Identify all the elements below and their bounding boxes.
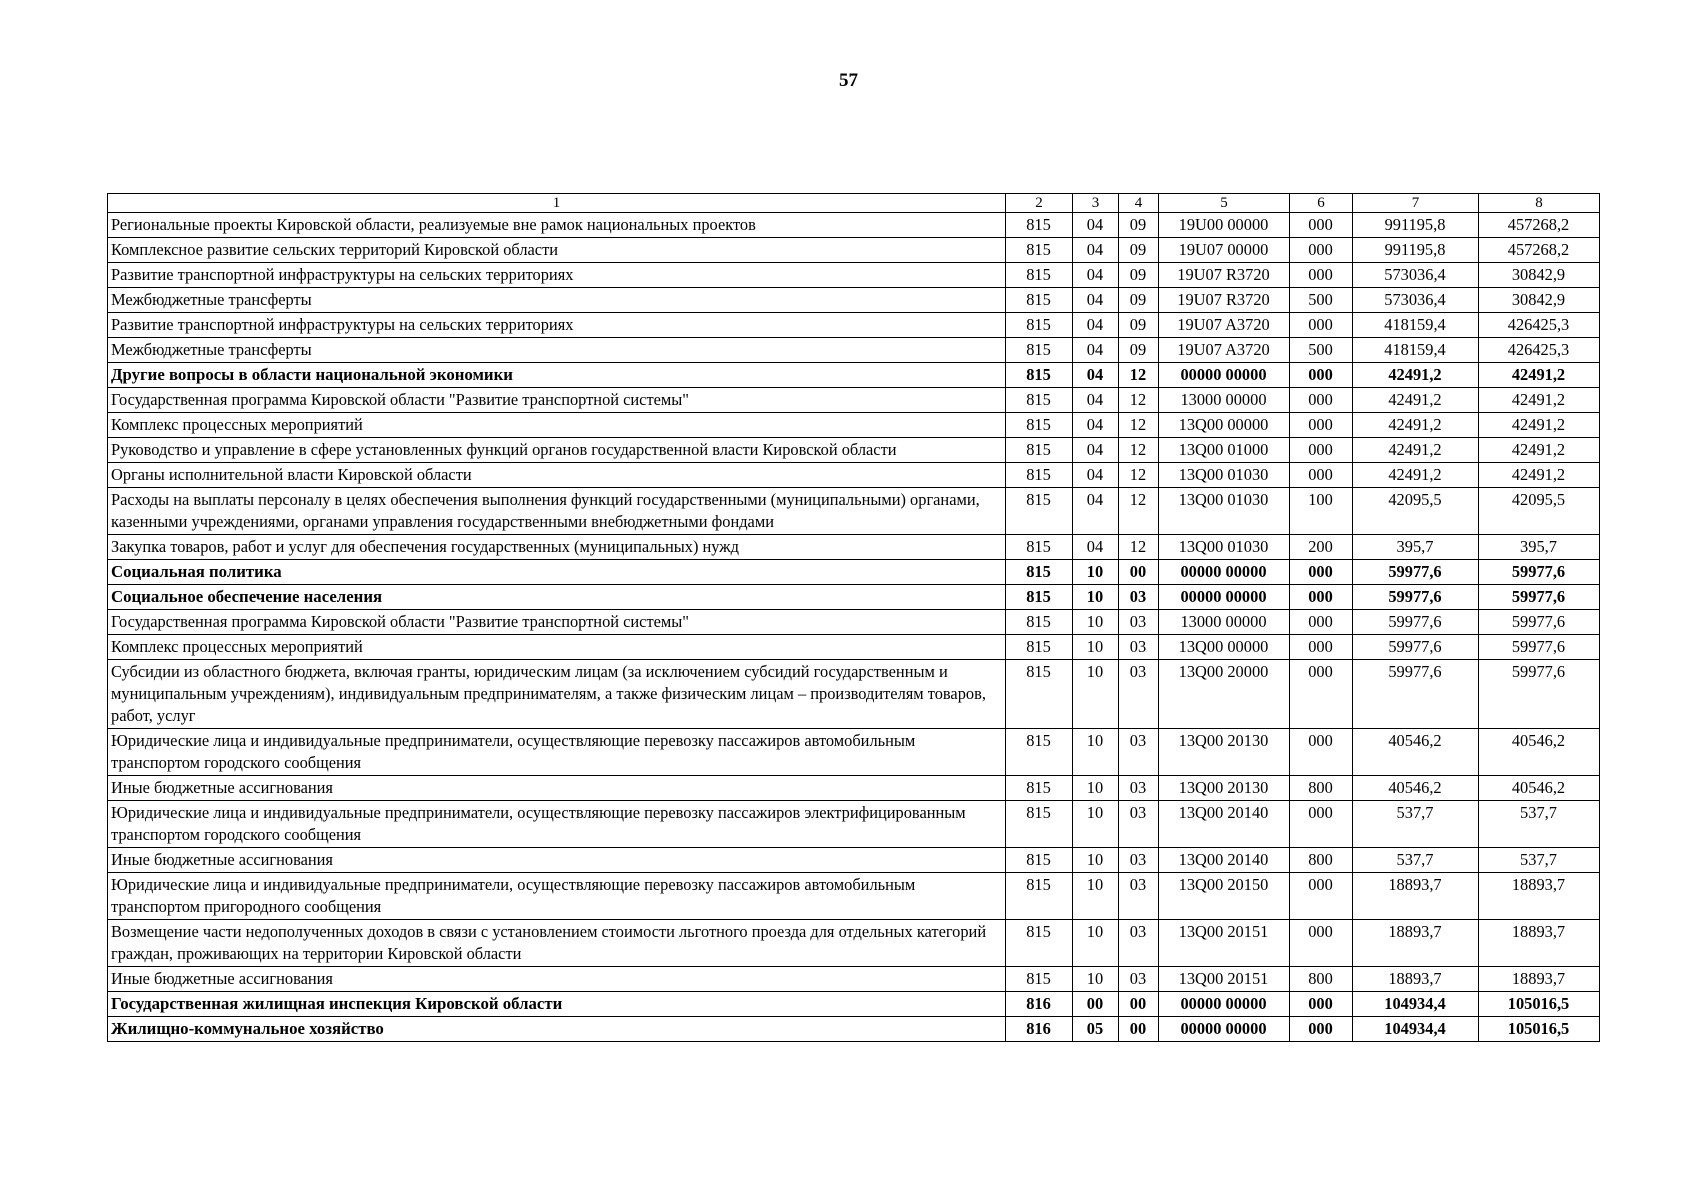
row-amount-2-cell: 42491,2 [1479, 438, 1600, 463]
row-expense-type-cell: 000 [1290, 313, 1353, 338]
row-amount-2-cell: 30842,9 [1479, 263, 1600, 288]
row-section-cell: 10 [1073, 560, 1119, 585]
row-amount-1-cell: 104934,4 [1353, 992, 1479, 1017]
row-amount-1-cell: 537,7 [1353, 801, 1479, 848]
table-row [108, 1017, 1600, 1042]
row-name-cell: Социальная политика [108, 560, 1006, 585]
row-target-article-cell: 13Q00 01030 [1159, 488, 1290, 535]
row-expense-type-cell: 100 [1290, 488, 1353, 535]
row-target-article-cell: 13Q00 20151 [1159, 967, 1290, 992]
table-row [108, 488, 1600, 535]
row-admin-code-cell: 815 [1006, 967, 1073, 992]
row-expense-type-cell: 000 [1290, 438, 1353, 463]
row-expense-type-cell: 000 [1290, 920, 1353, 967]
row-expense-type-cell: 800 [1290, 967, 1353, 992]
row-subsection-cell: 03 [1119, 920, 1159, 967]
row-expense-type-cell: 000 [1290, 413, 1353, 438]
row-subsection-cell: 12 [1119, 388, 1159, 413]
row-name-cell: Межбюджетные трансферты [108, 288, 1006, 313]
row-section-cell: 10 [1073, 660, 1119, 729]
row-admin-code-cell: 815 [1006, 848, 1073, 873]
row-section-cell: 10 [1073, 729, 1119, 776]
row-target-article-cell: 00000 00000 [1159, 560, 1290, 585]
row-amount-2-cell: 42491,2 [1479, 413, 1600, 438]
header-row [108, 194, 1600, 213]
row-amount-1-cell: 18893,7 [1353, 920, 1479, 967]
row-amount-1-cell: 40546,2 [1353, 776, 1479, 801]
row-section-cell: 04 [1073, 535, 1119, 560]
row-section-cell: 10 [1073, 873, 1119, 920]
row-expense-type-cell: 200 [1290, 535, 1353, 560]
row-amount-1-cell: 59977,6 [1353, 635, 1479, 660]
row-target-article-cell: 00000 00000 [1159, 585, 1290, 610]
row-amount-2-cell: 457268,2 [1479, 213, 1600, 238]
row-admin-code-cell: 815 [1006, 635, 1073, 660]
row-expense-type-cell: 000 [1290, 635, 1353, 660]
row-admin-code-cell: 815 [1006, 288, 1073, 313]
table-row [108, 729, 1600, 776]
row-amount-1-cell: 395,7 [1353, 535, 1479, 560]
row-target-article-cell: 00000 00000 [1159, 1017, 1290, 1042]
row-admin-code-cell: 815 [1006, 920, 1073, 967]
row-amount-1-cell: 59977,6 [1353, 610, 1479, 635]
row-name-cell: Юридические лица и индивидуальные предприниматели, осуществляющие перевозку пассажиров электрифицированным транспортом городского сообщения [108, 801, 1006, 848]
table-row [108, 920, 1600, 967]
row-name-cell: Иные бюджетные ассигнования [108, 848, 1006, 873]
row-section-cell: 10 [1073, 967, 1119, 992]
row-name-cell: Развитие транспортной инфраструктуры на сельских территориях [108, 313, 1006, 338]
row-expense-type-cell: 000 [1290, 363, 1353, 388]
row-target-article-cell: 13Q00 20130 [1159, 776, 1290, 801]
row-admin-code-cell: 815 [1006, 263, 1073, 288]
row-name-cell: Жилищно-коммунальное хозяйство [108, 1017, 1006, 1042]
row-subsection-cell: 12 [1119, 413, 1159, 438]
row-name-cell: Комплекс процессных мероприятий [108, 413, 1006, 438]
row-section-cell: 10 [1073, 848, 1119, 873]
row-section-cell: 00 [1073, 992, 1119, 1017]
row-amount-2-cell: 18893,7 [1479, 873, 1600, 920]
row-section-cell: 04 [1073, 238, 1119, 263]
row-subsection-cell: 03 [1119, 729, 1159, 776]
row-expense-type-cell: 800 [1290, 848, 1353, 873]
row-admin-code-cell: 815 [1006, 873, 1073, 920]
row-subsection-cell: 09 [1119, 313, 1159, 338]
row-name-cell: Государственная жилищная инспекция Кировской области [108, 992, 1006, 1017]
row-expense-type-cell: 500 [1290, 338, 1353, 363]
row-target-article-cell: 00000 00000 [1159, 992, 1290, 1017]
row-expense-type-cell: 000 [1290, 463, 1353, 488]
row-name-cell: Комплекс процессных мероприятий [108, 635, 1006, 660]
row-name-cell: Комплексное развитие сельских территорий Кировской области [108, 238, 1006, 263]
row-amount-2-cell: 59977,6 [1479, 635, 1600, 660]
row-section-cell: 04 [1073, 438, 1119, 463]
table-row [108, 776, 1600, 801]
row-admin-code-cell: 815 [1006, 801, 1073, 848]
row-expense-type-cell: 500 [1290, 288, 1353, 313]
table-row [108, 263, 1600, 288]
row-admin-code-cell: 815 [1006, 213, 1073, 238]
row-subsection-cell: 12 [1119, 535, 1159, 560]
row-amount-2-cell: 59977,6 [1479, 585, 1600, 610]
header-cell: 8 [1479, 194, 1600, 213]
row-admin-code-cell: 815 [1006, 585, 1073, 610]
row-amount-1-cell: 573036,4 [1353, 263, 1479, 288]
row-target-article-cell: 13Q00 20151 [1159, 920, 1290, 967]
table-row [108, 610, 1600, 635]
row-amount-1-cell: 42095,5 [1353, 488, 1479, 535]
row-section-cell: 10 [1073, 635, 1119, 660]
row-amount-2-cell: 42095,5 [1479, 488, 1600, 535]
row-amount-2-cell: 59977,6 [1479, 560, 1600, 585]
row-amount-1-cell: 42491,2 [1353, 413, 1479, 438]
row-amount-2-cell: 105016,5 [1479, 1017, 1600, 1042]
table-row [108, 967, 1600, 992]
row-section-cell: 04 [1073, 288, 1119, 313]
row-target-article-cell: 19U00 00000 [1159, 213, 1290, 238]
row-admin-code-cell: 815 [1006, 610, 1073, 635]
row-section-cell: 04 [1073, 363, 1119, 388]
row-amount-2-cell: 40546,2 [1479, 729, 1600, 776]
row-amount-1-cell: 418159,4 [1353, 313, 1479, 338]
table-row [108, 438, 1600, 463]
row-section-cell: 05 [1073, 1017, 1119, 1042]
row-name-cell: Юридические лица и индивидуальные предприниматели, осуществляющие перевозку пассажиров автомобильным транспортом городского сообщения [108, 729, 1006, 776]
row-amount-2-cell: 457268,2 [1479, 238, 1600, 263]
row-admin-code-cell: 815 [1006, 535, 1073, 560]
row-subsection-cell: 12 [1119, 488, 1159, 535]
row-expense-type-cell: 000 [1290, 213, 1353, 238]
row-admin-code-cell: 815 [1006, 313, 1073, 338]
row-amount-1-cell: 42491,2 [1353, 363, 1479, 388]
row-target-article-cell: 13Q00 20000 [1159, 660, 1290, 729]
row-subsection-cell: 03 [1119, 610, 1159, 635]
row-target-article-cell: 13Q00 00000 [1159, 635, 1290, 660]
row-amount-2-cell: 395,7 [1479, 535, 1600, 560]
row-amount-1-cell: 18893,7 [1353, 967, 1479, 992]
row-name-cell: Межбюджетные трансферты [108, 338, 1006, 363]
row-expense-type-cell: 000 [1290, 660, 1353, 729]
row-subsection-cell: 00 [1119, 992, 1159, 1017]
row-target-article-cell: 13000 00000 [1159, 610, 1290, 635]
row-expense-type-cell: 000 [1290, 610, 1353, 635]
header-cell: 1 [108, 194, 1006, 213]
row-section-cell: 04 [1073, 313, 1119, 338]
row-target-article-cell: 13Q00 20150 [1159, 873, 1290, 920]
row-section-cell: 04 [1073, 213, 1119, 238]
row-name-cell: Развитие транспортной инфраструктуры на сельских территориях [108, 263, 1006, 288]
row-target-article-cell: 13Q00 20140 [1159, 801, 1290, 848]
row-subsection-cell: 03 [1119, 585, 1159, 610]
row-subsection-cell: 12 [1119, 463, 1159, 488]
row-section-cell: 04 [1073, 388, 1119, 413]
header-cell: 7 [1353, 194, 1479, 213]
table-row [108, 535, 1600, 560]
row-target-article-cell: 19U07 R3720 [1159, 263, 1290, 288]
row-section-cell: 10 [1073, 585, 1119, 610]
row-subsection-cell: 09 [1119, 288, 1159, 313]
row-amount-1-cell: 537,7 [1353, 848, 1479, 873]
row-amount-1-cell: 42491,2 [1353, 438, 1479, 463]
row-admin-code-cell: 815 [1006, 338, 1073, 363]
row-expense-type-cell: 800 [1290, 776, 1353, 801]
row-section-cell: 10 [1073, 610, 1119, 635]
row-name-cell: Руководство и управление в сфере установленных функций органов государственной власти Кировской области [108, 438, 1006, 463]
row-admin-code-cell: 815 [1006, 388, 1073, 413]
row-subsection-cell: 03 [1119, 848, 1159, 873]
table-row [108, 313, 1600, 338]
row-target-article-cell: 13000 00000 [1159, 388, 1290, 413]
row-amount-1-cell: 42491,2 [1353, 463, 1479, 488]
row-expense-type-cell: 000 [1290, 263, 1353, 288]
row-section-cell: 04 [1073, 338, 1119, 363]
row-admin-code-cell: 815 [1006, 776, 1073, 801]
row-amount-1-cell: 59977,6 [1353, 560, 1479, 585]
row-expense-type-cell: 000 [1290, 1017, 1353, 1042]
table-row [108, 413, 1600, 438]
row-section-cell: 04 [1073, 413, 1119, 438]
row-amount-2-cell: 59977,6 [1479, 610, 1600, 635]
row-amount-1-cell: 42491,2 [1353, 388, 1479, 413]
budget-table [107, 193, 1600, 1042]
row-subsection-cell: 09 [1119, 213, 1159, 238]
row-target-article-cell: 00000 00000 [1159, 363, 1290, 388]
row-admin-code-cell: 815 [1006, 560, 1073, 585]
row-admin-code-cell: 815 [1006, 438, 1073, 463]
header-cell: 6 [1290, 194, 1353, 213]
row-section-cell: 10 [1073, 801, 1119, 848]
row-subsection-cell: 03 [1119, 660, 1159, 729]
header-cell: 2 [1006, 194, 1073, 213]
row-target-article-cell: 13Q00 20140 [1159, 848, 1290, 873]
row-section-cell: 10 [1073, 920, 1119, 967]
row-admin-code-cell: 815 [1006, 488, 1073, 535]
table-row [108, 463, 1600, 488]
row-name-cell: Иные бюджетные ассигнования [108, 967, 1006, 992]
row-expense-type-cell: 000 [1290, 873, 1353, 920]
table-row [108, 635, 1600, 660]
row-target-article-cell: 13Q00 01030 [1159, 463, 1290, 488]
row-amount-1-cell: 104934,4 [1353, 1017, 1479, 1042]
row-subsection-cell: 03 [1119, 801, 1159, 848]
table-row [108, 992, 1600, 1017]
row-admin-code-cell: 815 [1006, 238, 1073, 263]
row-subsection-cell: 00 [1119, 1017, 1159, 1042]
page-number: 57 [839, 70, 858, 91]
row-section-cell: 04 [1073, 263, 1119, 288]
row-name-cell: Юридические лица и индивидуальные предприниматели, осуществляющие перевозку пассажиров автомобильным транспортом пригородного сообщения [108, 873, 1006, 920]
table-row [108, 238, 1600, 263]
header-cell: 3 [1073, 194, 1119, 213]
row-admin-code-cell: 815 [1006, 463, 1073, 488]
row-amount-1-cell: 991195,8 [1353, 213, 1479, 238]
row-amount-2-cell: 30842,9 [1479, 288, 1600, 313]
row-admin-code-cell: 816 [1006, 1017, 1073, 1042]
row-target-article-cell: 19U07 A3720 [1159, 338, 1290, 363]
row-amount-1-cell: 991195,8 [1353, 238, 1479, 263]
table-row [108, 848, 1600, 873]
row-name-cell: Другие вопросы в области национальной экономики [108, 363, 1006, 388]
row-subsection-cell: 12 [1119, 363, 1159, 388]
header-cell: 4 [1119, 194, 1159, 213]
row-amount-2-cell: 105016,5 [1479, 992, 1600, 1017]
row-name-cell: Субсидии из областного бюджета, включая гранты, юридическим лицам (за исключением субсидий государственным и муниципальным учреждениям), индивидуальным предпринимателям, а также физическим лицам – производителям товаров, работ, услуг [108, 660, 1006, 729]
row-amount-2-cell: 426425,3 [1479, 338, 1600, 363]
row-admin-code-cell: 815 [1006, 729, 1073, 776]
row-subsection-cell: 03 [1119, 967, 1159, 992]
table-row [108, 288, 1600, 313]
row-target-article-cell: 13Q00 00000 [1159, 413, 1290, 438]
row-amount-1-cell: 18893,7 [1353, 873, 1479, 920]
row-subsection-cell: 12 [1119, 438, 1159, 463]
table-row [108, 363, 1600, 388]
row-name-cell: Закупка товаров, работ и услуг для обеспечения государственных (муниципальных) нужд [108, 535, 1006, 560]
row-subsection-cell: 03 [1119, 635, 1159, 660]
row-section-cell: 04 [1073, 488, 1119, 535]
table-row [108, 213, 1600, 238]
row-amount-2-cell: 40546,2 [1479, 776, 1600, 801]
row-target-article-cell: 13Q00 01030 [1159, 535, 1290, 560]
table-row [108, 585, 1600, 610]
row-expense-type-cell: 000 [1290, 238, 1353, 263]
row-expense-type-cell: 000 [1290, 729, 1353, 776]
row-subsection-cell: 03 [1119, 776, 1159, 801]
row-section-cell: 04 [1073, 463, 1119, 488]
row-amount-2-cell: 18893,7 [1479, 967, 1600, 992]
row-name-cell: Иные бюджетные ассигнования [108, 776, 1006, 801]
row-amount-2-cell: 59977,6 [1479, 660, 1600, 729]
row-expense-type-cell: 000 [1290, 992, 1353, 1017]
row-admin-code-cell: 815 [1006, 413, 1073, 438]
row-amount-2-cell: 537,7 [1479, 801, 1600, 848]
row-admin-code-cell: 816 [1006, 992, 1073, 1017]
row-expense-type-cell: 000 [1290, 560, 1353, 585]
row-target-article-cell: 13Q00 01000 [1159, 438, 1290, 463]
header-cell: 5 [1159, 194, 1290, 213]
row-amount-1-cell: 573036,4 [1353, 288, 1479, 313]
row-subsection-cell: 09 [1119, 263, 1159, 288]
row-target-article-cell: 13Q00 20130 [1159, 729, 1290, 776]
row-admin-code-cell: 815 [1006, 363, 1073, 388]
row-name-cell: Социальное обеспечение населения [108, 585, 1006, 610]
row-amount-2-cell: 42491,2 [1479, 388, 1600, 413]
table-row [108, 660, 1600, 729]
table-row [108, 388, 1600, 413]
row-amount-2-cell: 42491,2 [1479, 463, 1600, 488]
row-amount-1-cell: 59977,6 [1353, 660, 1479, 729]
row-name-cell: Региональные проекты Кировской области, реализуемые вне рамок национальных проектов [108, 213, 1006, 238]
row-amount-1-cell: 418159,4 [1353, 338, 1479, 363]
row-section-cell: 10 [1073, 776, 1119, 801]
row-subsection-cell: 03 [1119, 873, 1159, 920]
row-amount-2-cell: 42491,2 [1479, 363, 1600, 388]
row-target-article-cell: 19U07 R3720 [1159, 288, 1290, 313]
row-name-cell: Расходы на выплаты персоналу в целях обеспечения выполнения функций государственными (муниципальными) органами, казенными учреждениями, органами управления государственными внебюджетными фондами [108, 488, 1006, 535]
table-row [108, 338, 1600, 363]
row-subsection-cell: 09 [1119, 338, 1159, 363]
row-subsection-cell: 09 [1119, 238, 1159, 263]
row-name-cell: Органы исполнительной власти Кировской области [108, 463, 1006, 488]
table-row [108, 560, 1600, 585]
row-amount-2-cell: 426425,3 [1479, 313, 1600, 338]
row-amount-2-cell: 18893,7 [1479, 920, 1600, 967]
row-name-cell: Государственная программа Кировской области "Развитие транспортной системы" [108, 610, 1006, 635]
row-admin-code-cell: 815 [1006, 660, 1073, 729]
table-body [108, 213, 1600, 1042]
row-target-article-cell: 19U07 A3720 [1159, 313, 1290, 338]
row-amount-1-cell: 40546,2 [1353, 729, 1479, 776]
row-expense-type-cell: 000 [1290, 801, 1353, 848]
row-amount-2-cell: 537,7 [1479, 848, 1600, 873]
table-row [108, 873, 1600, 920]
row-expense-type-cell: 000 [1290, 388, 1353, 413]
table-row [108, 801, 1600, 848]
row-name-cell: Возмещение части недополученных доходов в связи с установлением стоимости льготного проезда для отдельных категорий граждан, проживающих на территории Кировской области [108, 920, 1006, 967]
row-name-cell: Государственная программа Кировской области "Развитие транспортной системы" [108, 388, 1006, 413]
row-subsection-cell: 00 [1119, 560, 1159, 585]
row-expense-type-cell: 000 [1290, 585, 1353, 610]
row-target-article-cell: 19U07 00000 [1159, 238, 1290, 263]
row-amount-1-cell: 59977,6 [1353, 585, 1479, 610]
